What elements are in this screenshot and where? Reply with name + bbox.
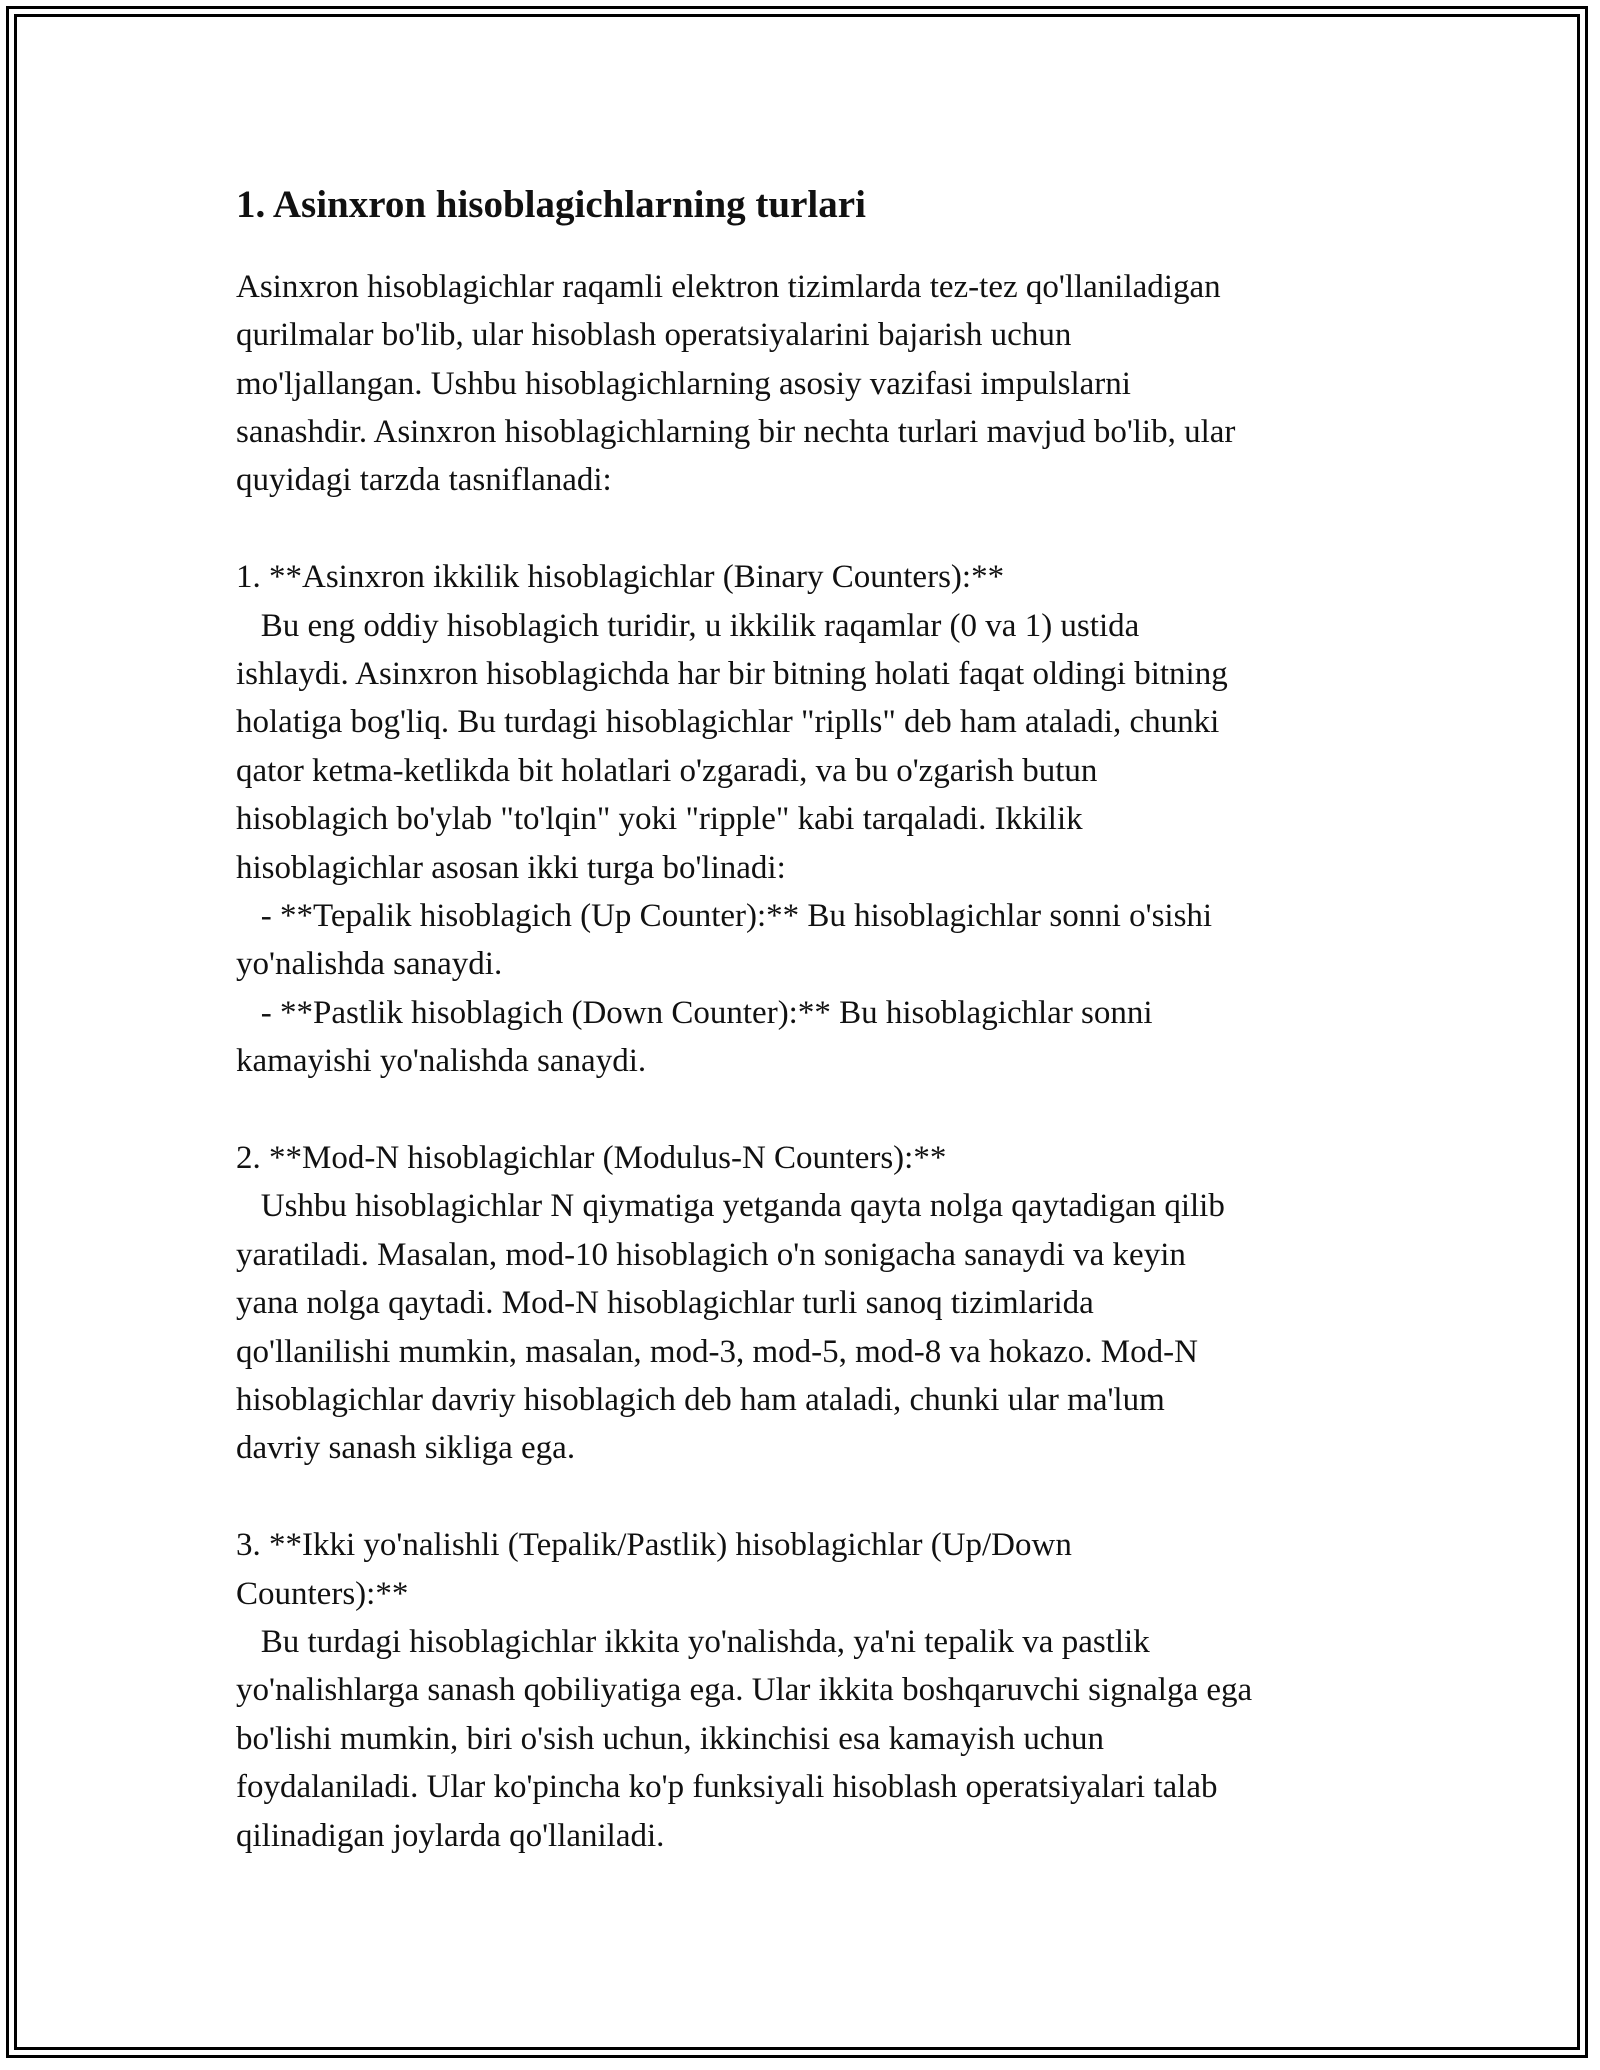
spacer — [236, 1086, 1376, 1134]
section1-title: 1. **Asinxron ikkilik hisoblagichlar (Binary Counters):** — [236, 559, 1005, 596]
spacer — [236, 1473, 1376, 1521]
section1-item-up-counter: - **Tepalik hisoblagich (Up Counter):** Bu hisoblagichlar sonni o'sishi yo'nalishda sanaydi. — [236, 897, 1213, 983]
section3-body: Bu turdagi hisoblagichlar ikkita yo'nalishda, ya'ni tepalik va pastlik yo'nalishlarga sanash qobiliyatiga ega. Ular ikkita boshqaruvchi signalga ega bo'lishi mumkin, biri o'sish uchun, ikkinchisi esa kamayish uchun foydalaniladi. Ular ko'pincha ko'p funksiyali hisoblash operatsiyalari talab qilinadigan joylarda qo'llaniladi. — [236, 1624, 1253, 1854]
spacer — [236, 505, 1376, 553]
section-heading: 1. Asinxron hisoblagichlarning turlari — [236, 183, 866, 226]
section2-title: 2. **Mod-N hisoblagichlar (Modulus-N Counters):** — [236, 1139, 947, 1176]
section1-body: Bu eng oddiy hisoblagich turidir, u ikkilik raqamlar (0 va 1) ustida ishlaydi. Asinxron hisoblagichda har bir bitning holati faqat oldingi bitning holatiga bog'liq. Bu turdagi hisoblagichlar "riplls" deb ham ataladi, chunki qator ketma-ketlikda bit holatlari o'zgaradi, va bu o'zgarish butun hisoblagich bo'ylab "to'lqin" yoki "ripple" kabi tarqaladi. Ikkilik hisoblagichlar asosan ikki turga bo'linadi: — [236, 607, 1228, 886]
section2-body: Ushbu hisoblagichlar N qiymatiga yetganda qayta nolga qaytadigan qilib yaratiladi. Masalan, mod-10 hisoblagich o'n sonigacha sanaydi va keyin yana nolga qaytadi. Mod-N hisoblagichlar turli sanoq tizimlarida qo'llanilishi mumkin, masalan, mod-3, mod-5, mod-8 va hokazo. Mod-N hisoblagichlar davriy hisoblagich deb ham ataladi, chunki ular ma'lum davriy sanash sikliga ega. — [236, 1188, 1225, 1467]
section3-title: 3. **Ikki yo'nalishli (Tepalik/Pastlik) hisoblagichlar (Up/Down Counters):** — [236, 1527, 1072, 1612]
section1-item-down-counter: - **Pastlik hisoblagich (Down Counter):** Bu hisoblagichlar sonni kamayishi yo'nalishda sanaydi. — [236, 994, 1153, 1080]
document-body — [236, 180, 1376, 1860]
intro-paragraph: Asinxron hisoblagichlar raqamli elektron tizimlarda tez-tez qo'llaniladigan qurilmalar bo'lib, ular hisoblash operatsiyalarini bajarish uchun mo'ljallangan. Ushbu hisoblagichlarning asosiy vazifasi impulslarni sanashdir. Asinxron hisoblagichlarning bir nechta turlari mavjud bo'lib, ular quyidagi tarzda tasniflanadi: — [236, 268, 1236, 499]
